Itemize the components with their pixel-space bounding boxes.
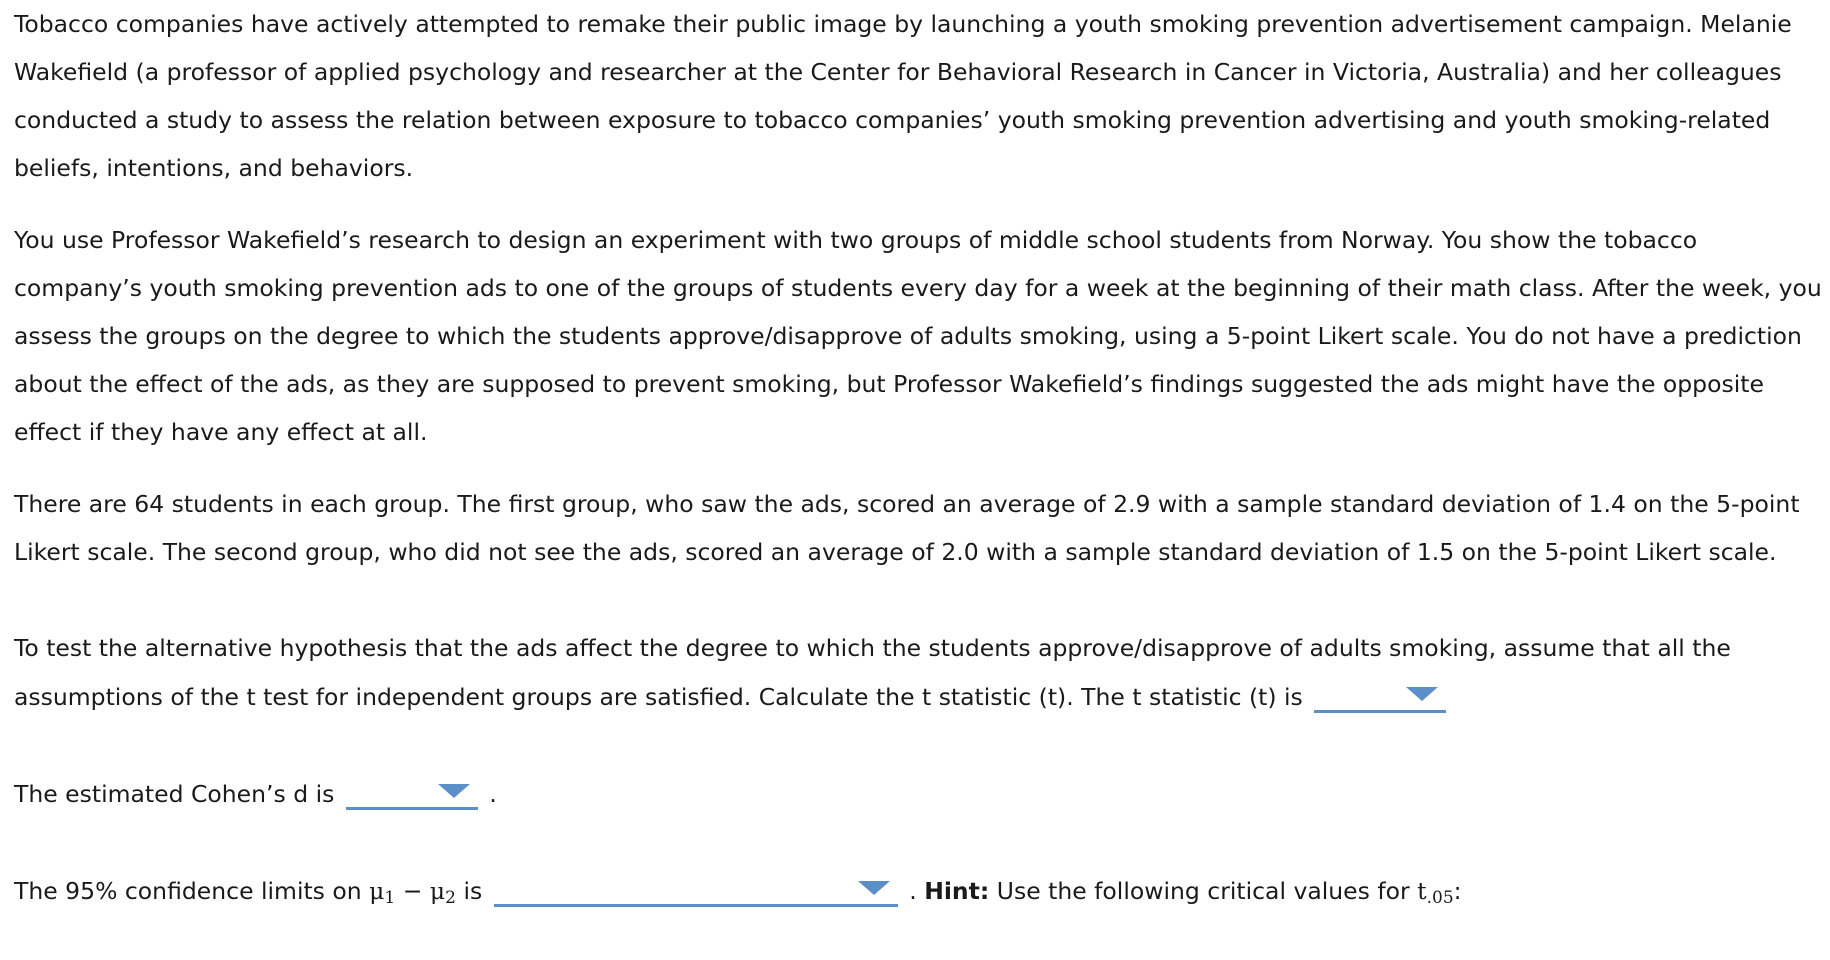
hint-t-subscript: .05 [1426,888,1454,908]
mu-subscript-1: 1 [384,888,396,908]
hint-text: Use the following critical values for [989,877,1418,905]
cohens-d-dropdown[interactable] [346,777,478,810]
intro-paragraph: Tobacco companies have actively attempted to remake their public image by launching a youth smoking prevention advertisement campaign. Melanie Wakefield (a professor of applied psychology and researcher at the Center for Behavioral Research in Cancer in Victoria, Australia) and her colleagues conducted a study to assess the relation between exposure to tobacco companies’ youth smoking prevention advertising and youth smoking-related beliefs, intentions, and behaviors. [14,10,1792,182]
hint-colon: : [1453,877,1462,905]
t-statistic-question [14,624,1824,721]
data-paragraph: There are 64 students in each group. The first group, who saw the ads, scored an average of 2.9 with a sample standard deviation of 1.4 on the 5-point Likert scale. The second group, who did not see the ads, scored an average of 2.0 with a sample standard deviation of 1.5 on the 5-point Likert scale. [14,490,1800,566]
mu-symbol: μ [429,877,446,905]
design-paragraph: You use Professor Wakefield’s research to design an experiment with two groups of middle school students from Norway. You show the tobacco company’s youth smoking prevention ads to one of the groups of students every day for a week at the beginning of their math class. After the week, you assess the groups on the degree to which the students approve/disapprove of adults smoking, using a 5-point Likert scale. You do not have a prediction about the effect of the ads, as they are supposed to prevent smoking, but Professor Wakefield’s findings suggested the ads might have the opposite effect if they have any effect at all. [14,226,1822,446]
confidence-limits-question [14,866,1824,922]
t-statistic-dropdown[interactable] [1314,680,1446,713]
minus-sign: − [395,877,430,905]
question-content [14,0,1824,922]
chevron-down-icon [1406,687,1438,701]
chevron-down-icon [858,881,890,895]
ci-suffix: is [456,877,483,905]
hint-label: Hint: [924,877,990,905]
cohens-d-text: The estimated Cohen’s d is [14,780,335,808]
chevron-down-icon [438,784,470,798]
hint-dot: . [909,877,917,905]
confidence-limits-dropdown[interactable] [494,874,898,907]
ci-prefix: The 95% confidence limits on [14,877,370,905]
cohens-d-period: . [489,780,497,808]
t-statistic-text: To test the alternative hypothesis that the ads affect the degree to which the students approve/disapprove of adults smoking, assume that all the assumptions of the t test for independent groups are satisfied. Calculate the t statistic (t). The t statistic (t) is [14,634,1731,711]
mu-subscript-2: 2 [445,888,456,908]
cohens-d-question [14,769,1824,818]
hint-t-symbol: t [1417,877,1427,905]
mu-symbol: μ [369,877,385,905]
